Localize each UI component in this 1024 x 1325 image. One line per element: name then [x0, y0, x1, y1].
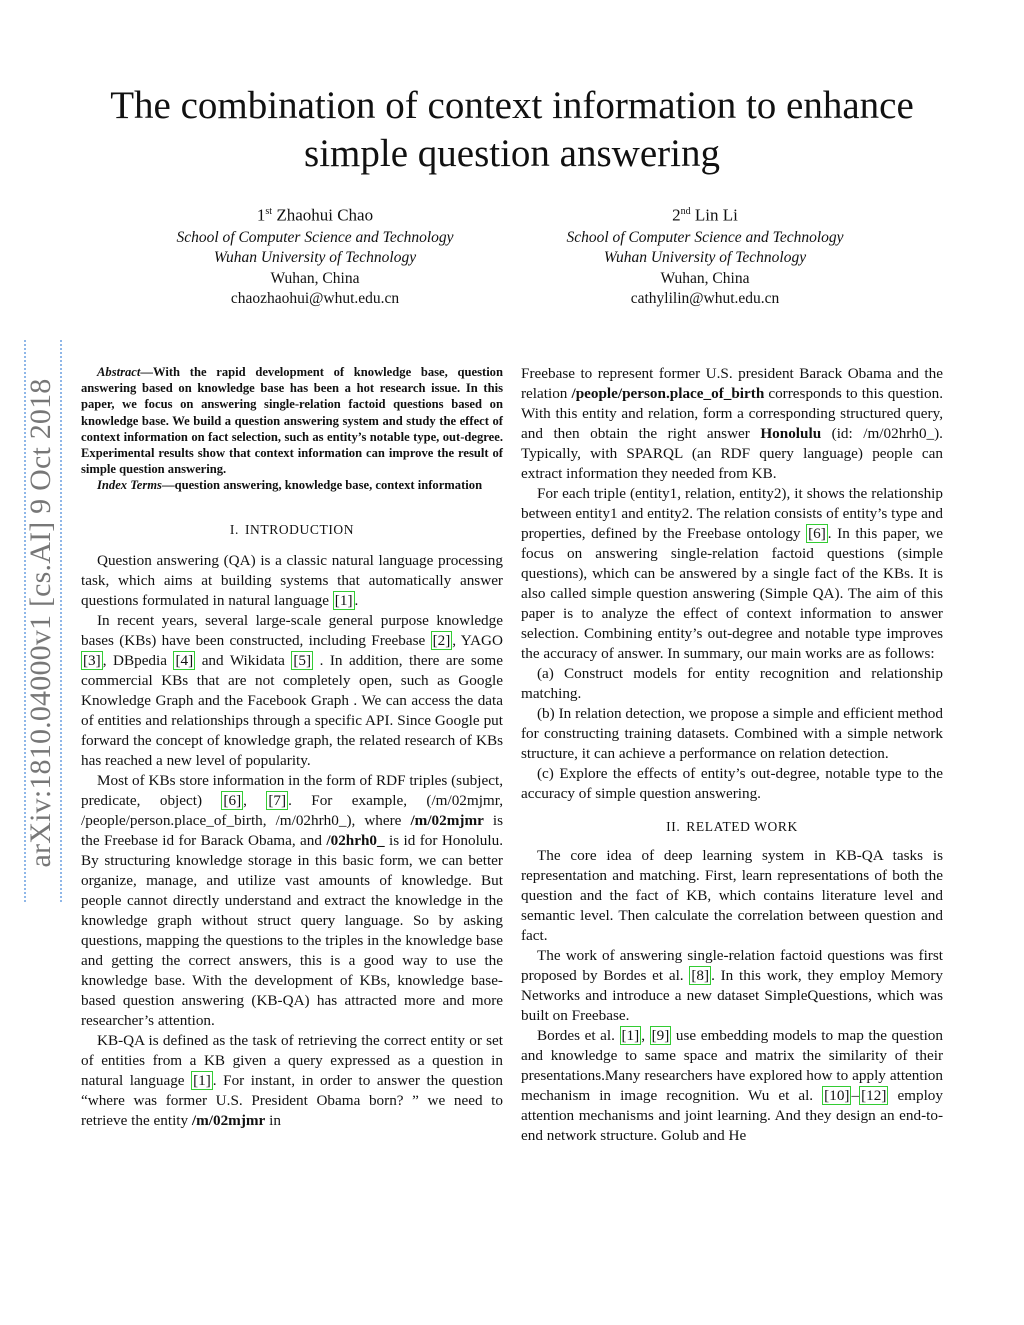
citation-link[interactable]: [6] — [223, 791, 242, 809]
citation-link[interactable]: [1] — [621, 1027, 640, 1044]
right-column — [521, 364, 943, 1146]
citation-link[interactable]: [2] — [432, 631, 451, 649]
paragraph: Bordes et al. [1] , [9] use embedding models to map the question and knowledge to same space and matrix the similarity of their presentations.Many researchers have explored how to apply attention mechanism in image recognition. Wu et al. [10] – [12] employ attention mechanisms and joint learning. And they design an end-to-end network structure. Golub and He — [521, 1027, 943, 1144]
citation-link[interactable]: [7] — [268, 791, 287, 809]
author-university: Wuhan University of Technology — [213, 249, 417, 267]
author-email: cathylilin@whut.edu.cn — [630, 290, 780, 308]
author-university: Wuhan University of Technology — [603, 249, 807, 267]
citation-link[interactable]: [5] — [293, 651, 312, 669]
left-column — [81, 364, 503, 1131]
paragraph: The core idea of deep learning system in KB-QA tasks is representation and matching. First, learn representations of both the question and the fact of KB, which contains literature level and semantic level. Then calculate the correlation between question and fact. — [521, 847, 943, 944]
author-location: Wuhan, China — [270, 269, 360, 287]
abstract: Abstract—With the rapid development of knowledge base, question answering based on knowledge base has been a hot research issue. In this paper, we focus on answering single-relation factoid questions based on knowledge base. We build a question answering system and study the effect of context information on fact selection, such as entity’s notable type, out-degree. Experimental results show that context information can improve the result of simple question answering. — [81, 365, 503, 477]
paragraph: Question answering (QA) is a classic natural language processing task, which aims at building systems that automatically answer questions formulated in natural language [1] . — [81, 551, 503, 609]
paper-title: The combination of context information to enhance simple question answering — [110, 84, 914, 175]
citation-link[interactable]: [9] — [651, 1027, 670, 1044]
author-school: School of Computer Science and Technology — [566, 228, 844, 246]
citation-link[interactable]: [3] — [83, 651, 101, 669]
author-block-1 — [135, 200, 495, 310]
paragraph: (c) Explore the effects of entity’s out-degree, notable type to the accuracy of simple question answering. — [521, 765, 943, 802]
citation-link[interactable]: [6] — [808, 525, 826, 542]
citation-link[interactable]: [10] — [824, 1087, 850, 1104]
section-heading-related-work: II. RELATED WORK — [666, 819, 798, 834]
citation-link[interactable]: [8] — [691, 967, 710, 984]
index-terms: Index Terms—question answering, knowledge base, context information — [97, 478, 483, 493]
paragraph: (b) In relation detection, we propose a simple and efficient method for constructing training datasets. Combined with a simple network structure, it can achieve a performance on relation detection. — [521, 705, 943, 762]
author-block-2 — [525, 200, 885, 310]
arxiv-stamp: arXiv:1810.04000v1 [cs.AI] 9 Oct 2018 — [24, 378, 57, 868]
citation-link[interactable]: [12] — [861, 1087, 887, 1104]
citation-link[interactable]: [1] — [334, 591, 353, 609]
author-school: School of Computer Science and Technology — [176, 228, 454, 246]
paragraph: Most of KBs store information in the form of RDF triples (subject, predicate, object) [6] , [7] . For example, (/m/02mjmr, /people/person.place_of_birth, /m/02hrh0_), where /m/02mjmr is the Freebase id for Barack Obama, and /02hrh0_ is id for Honolulu. By structuring knowledge storage in this basic form, we can better organize, manage, and utilize vast amounts of knowledge. But people cannot directly understand and extract the knowledge in the knowledge graph without struct query language. So by asking questions, mapping the questions to the triples in the knowledge base and getting the correct answers, this is a good way to use the knowledge base. With the development of KBs, knowledge base-based question answering (KB-QA) has attracted more and more researcher’s attention. — [81, 771, 503, 1029]
paragraph: KB-QA is defined as the task of retrieving the correct entity or set of entities from a KB given a query expressed as a question in natural language [1] . For instant, in order to answer the question “where was former U.S. President Obama born? ” we need to retrieve the entity /m/02mjmr in — [81, 1031, 504, 1129]
author-name: 1st Zhaohui Chao — [256, 205, 374, 225]
paragraph: The work of answering single-relation factoid questions was first proposed by Bordes et al. [8] . In this work, they employ Memory Networks and introduce a new dataset SimpleQuestions, which was built on Freebase. — [521, 947, 943, 1024]
citation-link[interactable]: [1] — [193, 1071, 211, 1089]
paragraph: (a) Construct models for entity recognition and relationship matching. — [521, 665, 943, 702]
arxiv-sidebar — [18, 338, 64, 908]
author-location: Wuhan, China — [660, 269, 750, 287]
paragraph: In recent years, several large-scale general purpose knowledge bases (KBs) have been constructed, including Freebase [2] , YAGO [3] , DBpedia [4] and Wikidata [5] . In addition, there are some commercial KBs that are not completely open, such as Google Knowledge Graph and the Facebook Graph . We can access the data of entities and relationships through a specific API. Since Google put forward the concept of knowledge graph, the related research of KBs has reached a new level of popularity. — [81, 611, 503, 769]
paragraph: Freebase to represent former U.S. president Barack Obama and the relation /people/person.place_of_birth corresponds to this question. With this entity and relation, form a corresponding structured query, and then obtain the right answer Honolulu (id: /m/02hrh0_). Typically, with SPARQL (an RDF query language) people can extract information they needed from KB. — [521, 365, 943, 482]
citation-link[interactable]: [4] — [175, 651, 194, 669]
author-name: 2nd Lin Li — [672, 205, 738, 225]
paragraph: For each triple (entity1, relation, entity2), it shows the relationship between entity1 and entity2. The relation consists of entity’s type and properties, defined by the Freebase ontology [6] . In this paper, we focus on answering single-relation factoid questions (simple questions), which can be answered by a single fact of the KBs. It is also called simple question answering (Simple QA). The aim of this paper is to analyze the effect of context information to answer selection. Combining entity’s out-degree and notable type improves the accuracy of answer. In summary, our main works are as follows: — [521, 485, 944, 662]
author-email: chaozhaohui@whut.edu.cn — [230, 290, 400, 308]
section-heading-introduction: I. INTRODUCTION — [229, 521, 355, 537]
